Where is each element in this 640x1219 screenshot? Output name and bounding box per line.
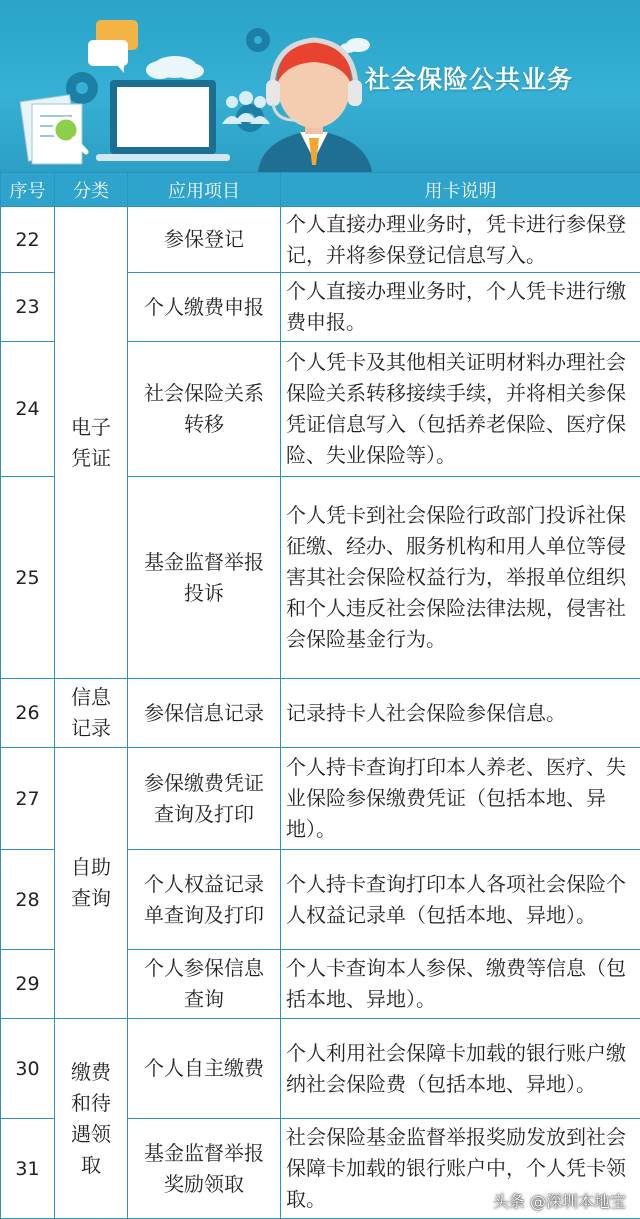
item-label: 基金监督举报投诉 xyxy=(142,547,266,609)
header-item: 应用项目 xyxy=(128,173,281,207)
desc-cell xyxy=(281,679,640,748)
desc-text: 个人卡查询本人参保、缴费等信息（包括本地、异地）。 xyxy=(286,953,639,1015)
item-cell xyxy=(128,1119,281,1219)
table-row xyxy=(1,1019,640,1119)
header-no: 序号 xyxy=(1,173,55,207)
row-number: 27 xyxy=(1,748,55,850)
category-label: 缴费和待遇领取 xyxy=(69,1057,113,1181)
item-cell xyxy=(128,850,281,950)
item-cell xyxy=(128,273,281,342)
category-cell xyxy=(55,207,128,679)
item-label: 社会保险关系转移 xyxy=(142,378,266,440)
speech-bubble-icon xyxy=(88,20,138,73)
category-cell xyxy=(55,748,128,1019)
category-cell xyxy=(55,679,128,748)
desc-cell xyxy=(281,748,640,850)
desc-text: 个人直接办理业务时，凭卡进行参保登记，并将参保登记信息写入。 xyxy=(286,209,639,271)
row-number: 30 xyxy=(1,1019,55,1119)
item-cell xyxy=(128,342,281,477)
row-number: 24 xyxy=(1,342,55,477)
desc-cell xyxy=(281,207,640,273)
desc-cell xyxy=(281,950,640,1019)
row-number: 28 xyxy=(1,850,55,950)
item-cell xyxy=(128,950,281,1019)
item-label: 参保缴费凭证查询及打印 xyxy=(142,768,266,830)
watermark: 头条 @深圳本地宝 xyxy=(493,1189,626,1212)
item-label: 基金监督举报奖励领取 xyxy=(142,1138,266,1200)
row-number: 22 xyxy=(1,207,55,273)
category-label: 电子凭证 xyxy=(69,412,113,474)
item-label: 个人自主缴费 xyxy=(142,1053,266,1084)
desc-cell xyxy=(281,1019,640,1119)
item-cell xyxy=(128,207,281,273)
row-number: 31 xyxy=(1,1119,55,1219)
laptop-icon xyxy=(96,80,230,161)
item-cell xyxy=(128,477,281,679)
banner xyxy=(0,0,640,172)
category-label: 信息记录 xyxy=(69,682,113,744)
table-row xyxy=(1,207,640,273)
desc-text: 个人凭卡到社会保险行政部门投诉社保征缴、经办、服务机构和用人单位等侵害其社会保险权益行为，举报单位组织和个人违反社会保险法律法规，侵害社会保险基金行为。 xyxy=(286,500,639,655)
category-cell xyxy=(55,1019,128,1219)
banner-title: 社会保险公共业务 xyxy=(365,60,573,96)
desc-text: 个人利用社会保障卡加载的银行账户缴纳社会保险费（包括本地、异地）。 xyxy=(286,1038,639,1100)
item-label: 个人权益记录单查询及打印 xyxy=(142,869,266,931)
desc-text: 记录持卡人社会保险参保信息。 xyxy=(286,698,639,729)
category-label: 自助查询 xyxy=(69,852,113,914)
table-row xyxy=(1,748,640,850)
header-desc: 用卡说明 xyxy=(281,173,640,207)
desc-text: 个人持卡查询打印本人各项社会保险个人权益记录单（包括本地、异地）。 xyxy=(286,869,639,931)
row-number: 23 xyxy=(1,273,55,342)
row-number: 26 xyxy=(1,679,55,748)
header-category: 分类 xyxy=(55,173,128,207)
item-label: 个人参保信息查询 xyxy=(142,953,266,1015)
agent-avatar xyxy=(258,40,372,172)
desc-cell xyxy=(281,273,640,342)
desc-cell xyxy=(281,477,640,679)
desc-text: 个人凭卡及其他相关证明材料办理社会保险关系转移接续手续，并将相关参保凭证信息写入（包括养老保险、医疗保险、失业保险等）。 xyxy=(286,347,639,471)
row-number: 25 xyxy=(1,477,55,679)
item-cell xyxy=(128,679,281,748)
row-number: 29 xyxy=(1,950,55,1019)
desc-text: 社会保险基金监督举报奖励发放到社会保障卡加载的银行账户中，个人凭卡领取。 xyxy=(286,1122,639,1215)
item-label: 参保登记 xyxy=(128,224,280,255)
table-row xyxy=(1,679,640,748)
service-table xyxy=(0,172,640,1219)
item-label: 个人缴费申报 xyxy=(142,292,266,323)
item-label: 参保信息记录 xyxy=(142,698,266,729)
table-header-row xyxy=(1,173,640,207)
desc-text: 个人直接办理业务时，个人凭卡进行缴费申报。 xyxy=(286,276,639,338)
desc-cell xyxy=(281,850,640,950)
desc-text: 个人持卡查询打印本人养老、医疗、失业保险参保缴费凭证（包括本地、异地）。 xyxy=(286,752,639,845)
desc-cell xyxy=(281,342,640,477)
item-cell xyxy=(128,748,281,850)
item-cell xyxy=(128,1019,281,1119)
